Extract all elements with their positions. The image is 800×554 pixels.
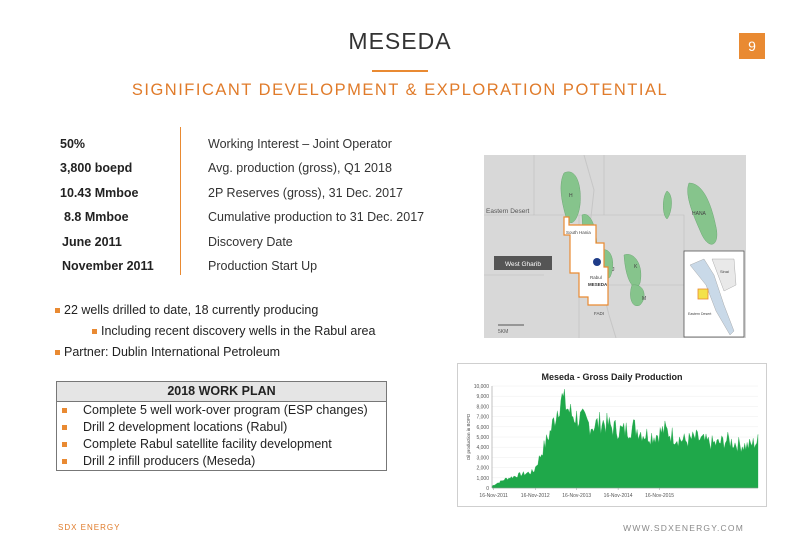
production-chart <box>457 363 767 507</box>
chart-title: Meseda - Gross Daily Production <box>541 372 683 382</box>
list-item <box>55 303 318 317</box>
fact-key: 8.8 Mmboe <box>64 210 129 224</box>
bullet-square-icon <box>55 350 60 355</box>
production-area-series <box>492 389 758 488</box>
work-plan-text: Drill 2 development locations (Rabul) <box>83 420 288 434</box>
fact-row <box>60 210 480 234</box>
inset-label-sinai: Sinai <box>720 269 729 274</box>
fact-row <box>60 259 480 283</box>
bullet-square-icon <box>55 308 60 313</box>
work-plan-item <box>57 436 386 453</box>
work-plan-text: Complete 5 well work-over program (ESP changes) <box>83 403 368 417</box>
map-label-hana: HANA <box>692 211 706 217</box>
fact-key: 3,800 boepd <box>60 161 133 175</box>
x-tick-label: 16-Nov-2012 <box>520 493 550 499</box>
page-number-badge: 9 <box>739 33 765 59</box>
fact-key: June 2011 <box>62 235 122 249</box>
y-tick-label: 5,000 <box>476 435 489 441</box>
meseda-location-marker <box>593 258 601 266</box>
y-tick-label: 4,000 <box>476 445 489 452</box>
fact-row <box>60 235 480 259</box>
map-label-region: Eastern Desert <box>486 208 530 215</box>
concession-map <box>484 155 746 338</box>
work-plan-heading: 2018 WORK PLAN <box>57 382 386 402</box>
x-tick-label: 16-Nov-2014 <box>603 493 633 499</box>
list-item <box>55 345 280 359</box>
map-label-j: J <box>612 267 615 273</box>
bullet-text: Including recent discovery wells in the Rabul area <box>101 324 376 338</box>
fact-key: 10.43 Mmboe <box>60 186 139 200</box>
y-tick-label: 7,000 <box>476 414 489 421</box>
bullet-square-icon <box>62 425 67 430</box>
fact-value: Working Interest – Joint Operator <box>208 137 392 151</box>
fact-row <box>60 137 480 161</box>
fact-value: Discovery Date <box>208 235 293 249</box>
fact-value: Cumulative production to 31 Dec. 2017 <box>208 210 425 224</box>
bullet-square-icon <box>62 442 67 447</box>
work-plan-item <box>57 402 386 419</box>
y-tick-label: 3,000 <box>476 455 489 462</box>
fact-row <box>60 186 480 210</box>
fact-value: 2P Reserves (gross), 31 Dec. 2017 <box>208 186 404 200</box>
page-subtitle: SIGNIFICANT DEVELOPMENT & EXPLORATION POTENTIAL <box>131 81 669 99</box>
concession-map-graphic <box>484 155 746 338</box>
y-tick-label: 10,000 <box>473 384 489 390</box>
y-tick-label: 0 <box>486 486 489 492</box>
bullet-text: Partner: Dublin International Petroleum <box>64 345 281 359</box>
facts-divider <box>180 127 181 275</box>
map-scale-label: 5KM <box>498 329 509 335</box>
x-tick-label: 16-Nov-2013 <box>562 493 592 499</box>
map-label-fadi: FADI <box>594 311 605 316</box>
footer-website: WWW.SDXENERGY.COM <box>623 523 744 533</box>
title-underline <box>372 70 428 72</box>
x-tick-label: 16-Nov-2011 <box>479 493 508 499</box>
y-tick-label: 2,000 <box>476 465 489 472</box>
work-plan-text: Drill 2 infill producers (Meseda) <box>83 454 256 468</box>
map-label-h: H <box>569 193 573 199</box>
location-inset-map <box>684 251 744 337</box>
y-tick-label: 1,000 <box>476 475 489 482</box>
fact-key: November 2011 <box>62 259 154 273</box>
work-plan-item <box>57 419 386 436</box>
fact-row <box>60 161 480 185</box>
list-item <box>92 324 375 338</box>
x-tick-label: 16-Nov-2015 <box>645 493 675 499</box>
map-label-m: M <box>642 296 647 302</box>
map-label-south-hania: South Hania <box>566 230 591 235</box>
bullet-text: 22 wells drilled to date, 18 currently producing <box>64 303 319 317</box>
map-label-k: K <box>634 264 638 270</box>
inset-label-eastern-desert: Eastern Desert <box>688 312 712 316</box>
map-label-meseda: MESEDA <box>588 282 608 287</box>
map-label-west-gharib: West Gharib <box>504 261 542 268</box>
fact-value: Avg. production (gross), Q1 2018 <box>208 161 392 175</box>
work-plan-box <box>56 381 387 471</box>
bullet-square-icon <box>92 329 97 334</box>
chart-plot <box>458 364 766 506</box>
bullet-square-icon <box>62 459 67 464</box>
page-title: MESEDA <box>348 28 452 54</box>
footer-company: SDX ENERGY <box>58 523 121 532</box>
fact-value: Production Start Up <box>208 259 318 273</box>
bullet-square-icon <box>62 408 67 413</box>
y-tick-label: 9,000 <box>476 394 489 401</box>
y-tick-label: 6,000 <box>476 424 489 431</box>
y-axis-label: Oil production in BOPD <box>466 413 471 461</box>
fact-key: 50% <box>60 137 86 151</box>
work-plan-text: Complete Rabul satellite facility development <box>83 437 332 451</box>
work-plan-item <box>57 453 386 470</box>
y-tick-label: 8,000 <box>476 404 489 411</box>
map-label-rabul: Rabul <box>590 275 602 280</box>
